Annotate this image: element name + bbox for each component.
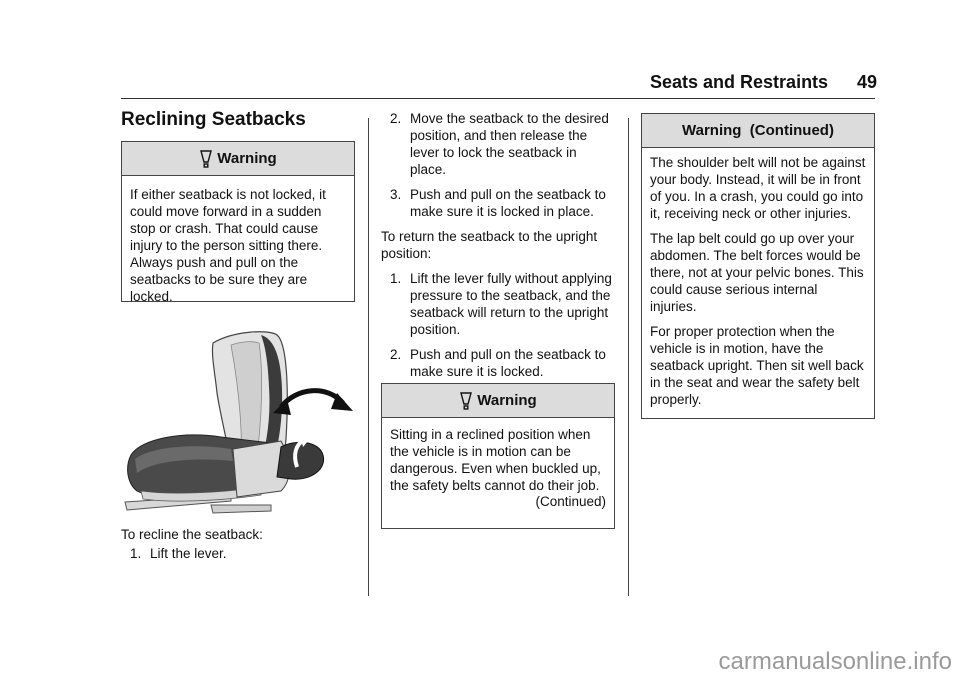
warning-header (642, 114, 874, 148)
column-2 (381, 110, 615, 380)
warning-text: Sitting in a reclined position when the vehicle is in motion can be dangerous. Even when buckled up, the safety belts cannot do their job. (390, 427, 601, 493)
warning-header (122, 142, 354, 176)
warning-body (122, 176, 354, 305)
warning-paragraph: For proper protection when the vehicle is in motion, have the seatback upright. Then sit well back in the seat and wear the safety belt properly. (650, 324, 864, 407)
list-item (130, 545, 355, 562)
page-header-title: Seats and Restraints (650, 72, 829, 92)
step-text: Push and pull on the seatback to make sure it is locked. (410, 347, 606, 379)
warning-heading: Warning (217, 150, 277, 167)
warning-heading: Warning (Continued) (682, 122, 834, 139)
page-number: 49 (857, 72, 878, 92)
warning-paragraph: The shoulder belt will not be against your body. Instead, it will be in front of you. In a crash, you could go into it, receiving neck or other injuries. (650, 155, 866, 221)
list-item (390, 110, 615, 178)
step-number: 2. (390, 111, 402, 126)
recline-intro: To recline the seatback: (121, 527, 263, 542)
warning-icon (199, 150, 213, 168)
warning-body (382, 418, 614, 494)
warning-box-3 (641, 113, 875, 419)
step-text: Lift the lever fully without applying pressure to the seatback, and the seatback will return to the upright position. (410, 271, 612, 337)
watermark: carmanualsonline.info (718, 648, 952, 675)
section-title: Reclining Seatbacks (121, 109, 306, 130)
seat-recline-illustration (121, 329, 356, 520)
step-text: Push and pull on the seatback to make sure it is locked in place. (410, 187, 606, 219)
step-text: Lift the lever. (150, 546, 227, 561)
step-number: 1. (130, 546, 142, 561)
list-item (390, 186, 615, 220)
step-number: 3. (390, 187, 402, 202)
step-number: 2. (390, 347, 402, 362)
continued-label: (Continued) (535, 494, 606, 509)
warning-heading: Warning (477, 392, 537, 409)
column-divider-1 (368, 118, 369, 596)
warning-box-1 (121, 141, 355, 302)
header-divider (121, 98, 875, 99)
warning-text: If either seatback is not locked, it could move forward in a sudden stop or crash. That could cause injury to the person sitting there. Always push and pull on the seatbacks to be sure they are locked. (130, 187, 326, 304)
list-item (390, 346, 615, 380)
warning-body (642, 148, 874, 408)
warning-box-2 (381, 383, 615, 529)
warning-paragraph: The lap belt could go up over your abdomen. The belt forces would be there, not at your pelvic bones. This could cause serious internal injuries. (650, 231, 864, 314)
warning-header (382, 384, 614, 418)
step-number: 1. (390, 271, 402, 286)
return-intro: To return the seatback to the upright position: (381, 229, 598, 261)
step-text: Move the seatback to the desired position, and then release the lever to lock the seatback in place. (410, 111, 609, 177)
list-item (390, 270, 615, 338)
warning-icon (459, 392, 473, 410)
column-divider-2 (628, 118, 629, 596)
